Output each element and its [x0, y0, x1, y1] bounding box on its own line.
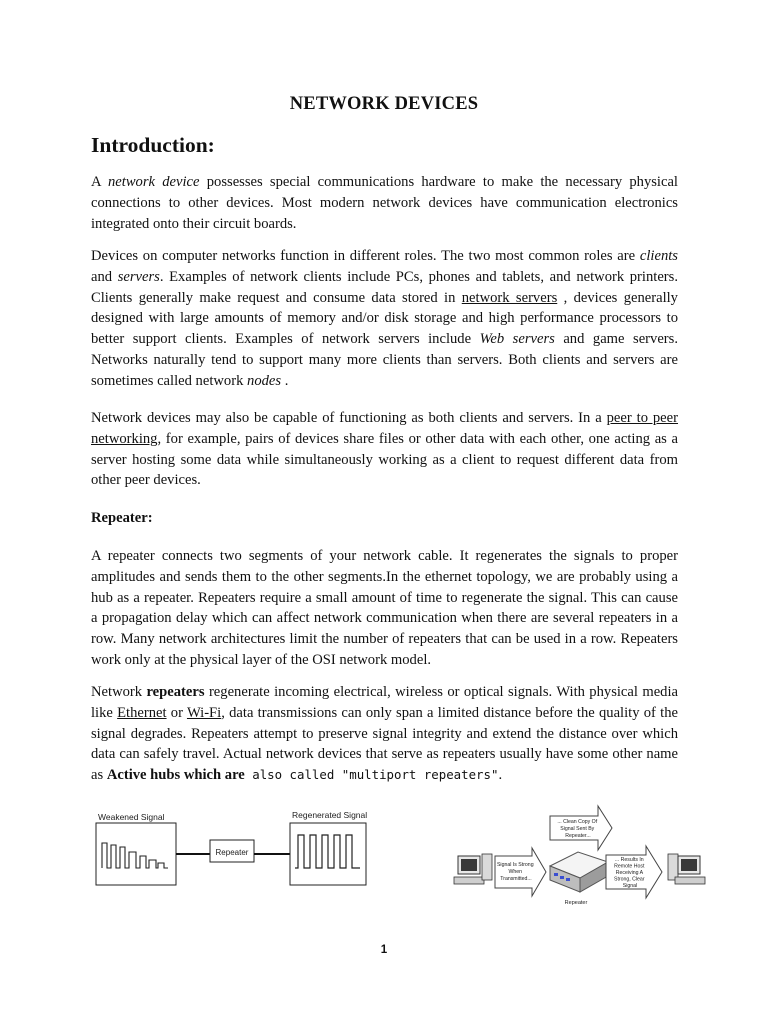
right-arrow-line-5: Signal	[622, 883, 638, 889]
paragraph-peer: Network devices may also be capable of functioning as both clients and servers. In a peer to peer networking, for example, pairs of devices share files or other data with each other, one acting as a server hosting some data while simultaneously working as a client to request different data from other peer devices.	[91, 410, 679, 489]
repeater-device-label: Repeater	[564, 900, 588, 906]
regenerated-signal-wave	[295, 835, 360, 868]
left-arrow-line-1: Signal Is Strong	[496, 862, 534, 868]
regenerated-signal-label: Regenerated Signal	[292, 810, 368, 820]
repeater-heading: Repeater:	[91, 510, 153, 526]
introduction-heading: Introduction:	[91, 133, 215, 157]
page-number: 1	[380, 944, 388, 956]
top-arrow-line-2: Signal Sent By	[560, 826, 595, 832]
link-wifi[interactable]: Wi-Fi	[186, 704, 222, 721]
link-network-servers[interactable]: network servers	[461, 289, 558, 306]
weakened-signal-wave	[102, 843, 168, 868]
paragraph-repeater: A repeater connects two segments of your network cable. It regenerates the signals to proper amplitudes and sends them to the other segments.In the ethernet topology, we are probably using a hub as a repeater. Repeaters require a small amount of time to regenerate the signal. This can cause a propagation delay which can affect network communication when there are several repeaters in a row. Many network architectures limit the number of repeaters that can be used in a row. Repeaters work only at the physical layer of the OSI network model.	[91, 548, 678, 668]
weakened-signal-label: Weakened Signal	[98, 812, 165, 822]
link-peer-to-peer[interactable]: peer to peer networking	[91, 410, 679, 447]
left-arrow-line-2: When	[508, 869, 523, 875]
right-arrow-line-1: ... Results In	[614, 857, 644, 863]
right-arrow-line-4: Strong, Clear	[613, 876, 645, 883]
paragraph-intro: A network device possesses special communications hardware to make the necessary physical connections to other devices. Most modern network devices have communication electronics integrated onto their circuit boards.	[91, 174, 678, 232]
top-arrow-line-3: Repeater...	[565, 833, 591, 839]
document-title: NETWORK DEVICES	[289, 94, 479, 114]
right-arrow	[606, 846, 662, 898]
repeater-box-label: Repeater	[215, 848, 249, 857]
right-arrow-line-3: Receiving A	[615, 870, 643, 876]
link-ethernet[interactable]: Ethernet	[117, 704, 167, 721]
left-computer-icon	[454, 854, 492, 884]
repeater-device-icon	[550, 852, 608, 892]
paragraph-roles: Devices on computer networks function in different roles. The two most common roles are clients and servers. Examples of network clients include PCs, phones and tablets, and network printers. Clients generally make request and consume data stored in network servers , devices generally designed with large amounts of memory and/or disk storage and high performance processors to better support clients. Examples of network servers include Web servers and game servers. Networks naturally tend to support many more clients than servers. Both clients and servers are sometimes called network nodes .	[91, 248, 678, 389]
top-arrow	[550, 806, 612, 850]
left-arrow-line-3: Transmitted...	[500, 876, 532, 882]
figure-signal-regeneration	[88, 808, 388, 898]
figure-repeater-hosts	[450, 800, 710, 912]
right-computer-icon	[668, 854, 705, 884]
right-arrow-line-2: Remote Host	[614, 863, 645, 870]
top-arrow-line-1: ... Clean Copy Of	[557, 819, 598, 825]
paragraph-repeater-details: Network repeaters regenerate incoming electrical, wireless or optical signals. With physical media like Ethernet or Wi-Fi, data transmissions can only span a limited distance before the quality of the signal degrades. Repeaters attempt to preserve signal integrity and extend the distance over which data can safely travel. Actual network devices that serve as repeaters usually have some other name as Active hubs which are also called "multiport repeaters".	[91, 684, 678, 784]
left-arrow	[495, 848, 546, 896]
